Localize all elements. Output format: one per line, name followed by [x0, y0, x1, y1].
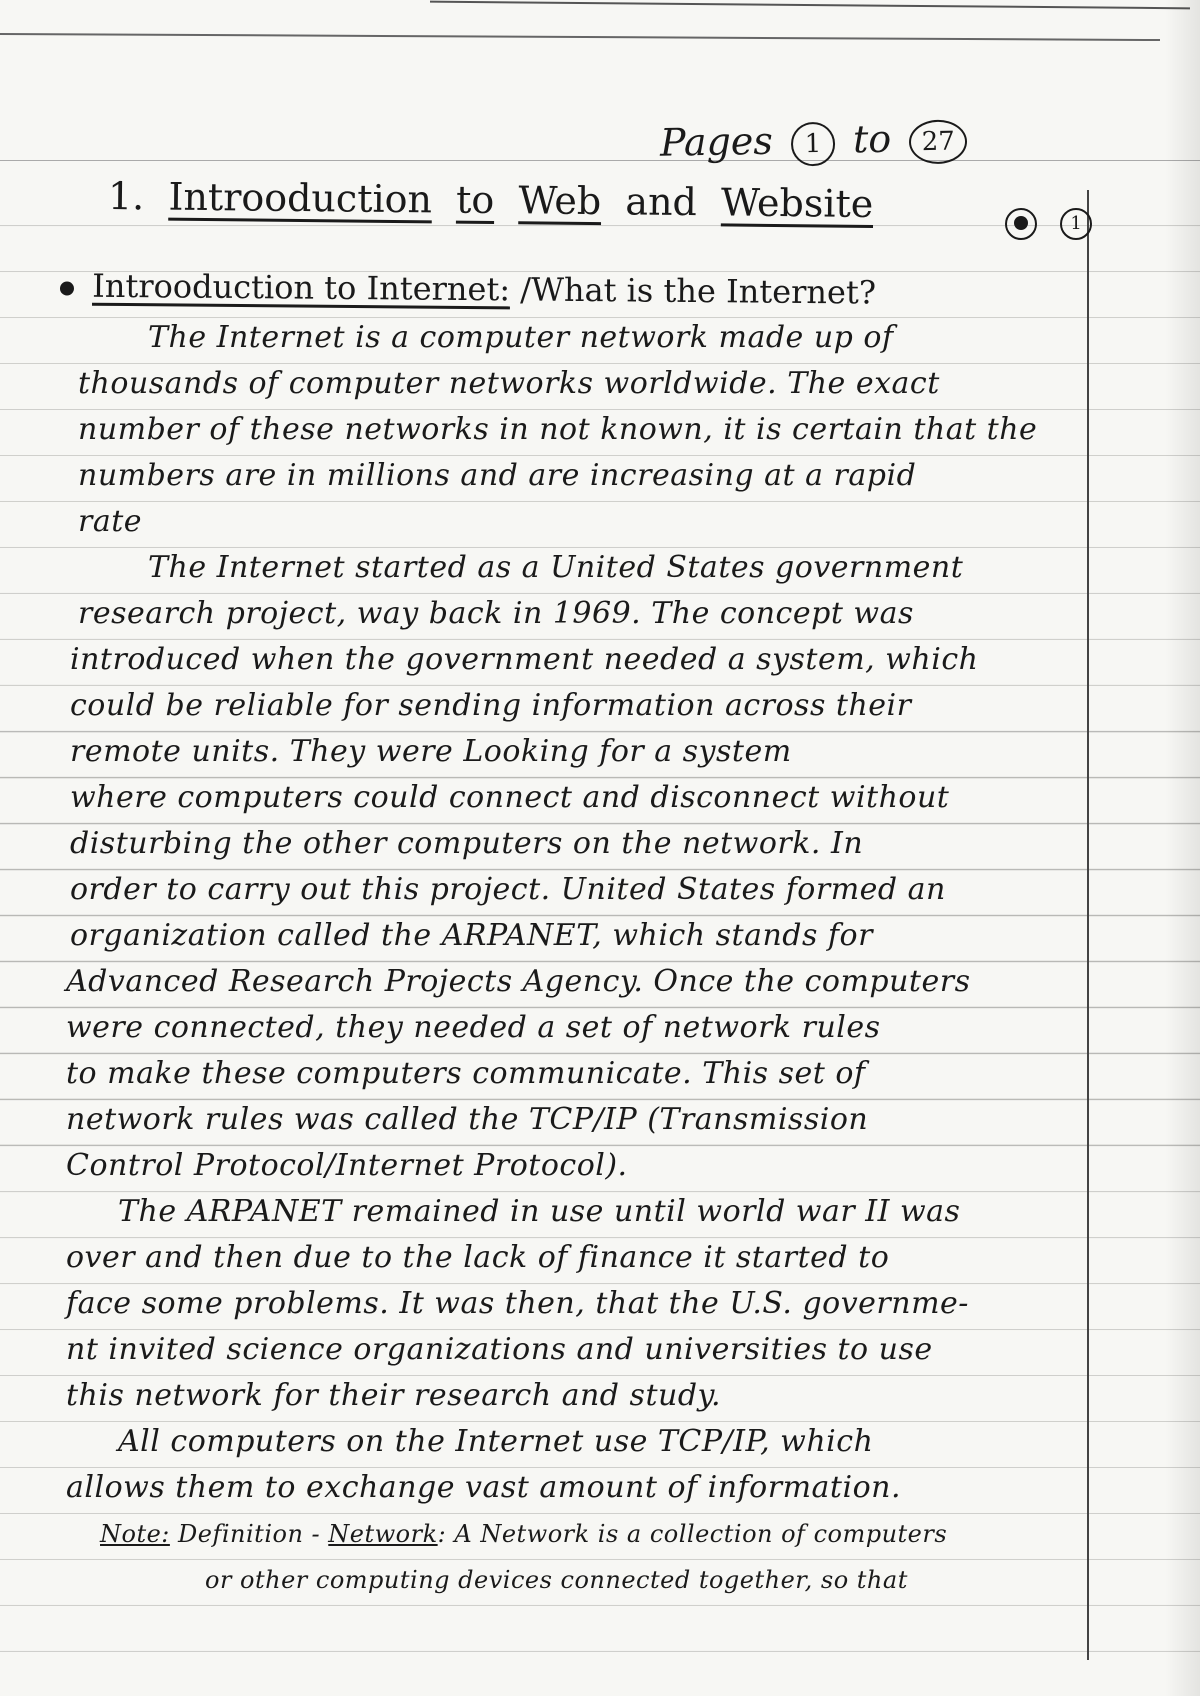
body-line: Advanced Research Projects Agency. Once the computers	[66, 964, 971, 999]
note-definition-prefix: Definition -	[178, 1520, 321, 1548]
note-line-2: or other computing devices connected together, so that	[205, 1566, 908, 1594]
section-heading	[60, 266, 876, 311]
body-line: The ARPANET remained in use until world war II was	[118, 1194, 961, 1229]
page-range	[660, 115, 974, 168]
right-margin-rule	[1087, 190, 1089, 1660]
title-word-3: Web	[518, 178, 602, 224]
body-line: nt invited science organizations and universities to use	[66, 1332, 933, 1367]
body-line: All computers on the Internet use TCP/IP, which	[118, 1424, 874, 1459]
body-line: network rules was called the TCP/IP (Transmission	[66, 1102, 869, 1137]
body-line: The Internet is a computer network made up of	[148, 320, 894, 355]
header-rule	[0, 160, 1200, 161]
heading-rest: /What is the Internet?	[520, 270, 877, 312]
body-line: were connected, they needed a set of network rules	[66, 1010, 881, 1045]
body-line: to make these computers communicate. This set of	[66, 1056, 866, 1091]
body-line: face some problems. It was then, that the U.S. governme-	[66, 1286, 969, 1321]
body-line: thousands of computer networks worldwide. The exact	[78, 366, 940, 401]
circled-number-icon: 1	[1060, 208, 1092, 240]
chapter-title	[108, 174, 874, 226]
body-line: Control Protocol/Internet Protocol).	[66, 1148, 628, 1183]
body-line: research project, way back in 1969. The concept was	[78, 596, 914, 631]
body-line: allows them to exchange vast amount of information.	[66, 1470, 901, 1505]
note-term: Network	[328, 1520, 438, 1548]
note-line-1	[100, 1520, 947, 1548]
note-line1-rest: : A Network is a collection of computers	[437, 1520, 948, 1548]
body-line: could be reliable for sending information across their	[70, 688, 912, 723]
pages-to: to	[852, 116, 892, 162]
title-word-1: Introoduction	[168, 174, 433, 222]
note-label: Note:	[100, 1520, 170, 1548]
bullet-icon	[60, 281, 74, 295]
body-line: where computers could connect and disconnect without	[70, 780, 950, 815]
chapter-number: 1.	[107, 173, 145, 219]
body-line: The Internet started as a United States government	[148, 550, 964, 585]
title-marks	[1005, 208, 1110, 240]
body-line: rate	[78, 504, 143, 539]
body-line: this network for their research and study.	[66, 1378, 722, 1413]
body-line: order to carry out this project. United States formed an	[70, 872, 946, 907]
title-word-5: Website	[720, 180, 874, 227]
body-line: over and then due to the lack of finance it started to	[66, 1240, 890, 1275]
heading-underlined: Introoduction to Internet:	[92, 266, 511, 309]
body-line: organization called the ARPANET, which stands for	[70, 918, 873, 953]
body-line: disturbing the other computers on the network. In	[70, 826, 864, 861]
page-end-circled: 27	[909, 119, 968, 164]
pages-prefix: Pages	[659, 118, 774, 165]
title-word-2: to	[455, 177, 495, 223]
page-top-margin	[0, 0, 1200, 150]
title-word-4: and	[625, 179, 698, 225]
page-shadow	[1165, 0, 1200, 1696]
body-line: numbers are in millions and are increasing at a rapid	[78, 458, 917, 493]
page-start-circled: 1	[791, 121, 836, 166]
body-line: introduced when the government needed a system, which	[70, 642, 979, 677]
body-line: number of these networks in not known, it is certain that the	[78, 412, 1038, 447]
filled-circle-icon	[1005, 208, 1037, 240]
body-line: remote units. They were Looking for a system	[70, 734, 792, 769]
